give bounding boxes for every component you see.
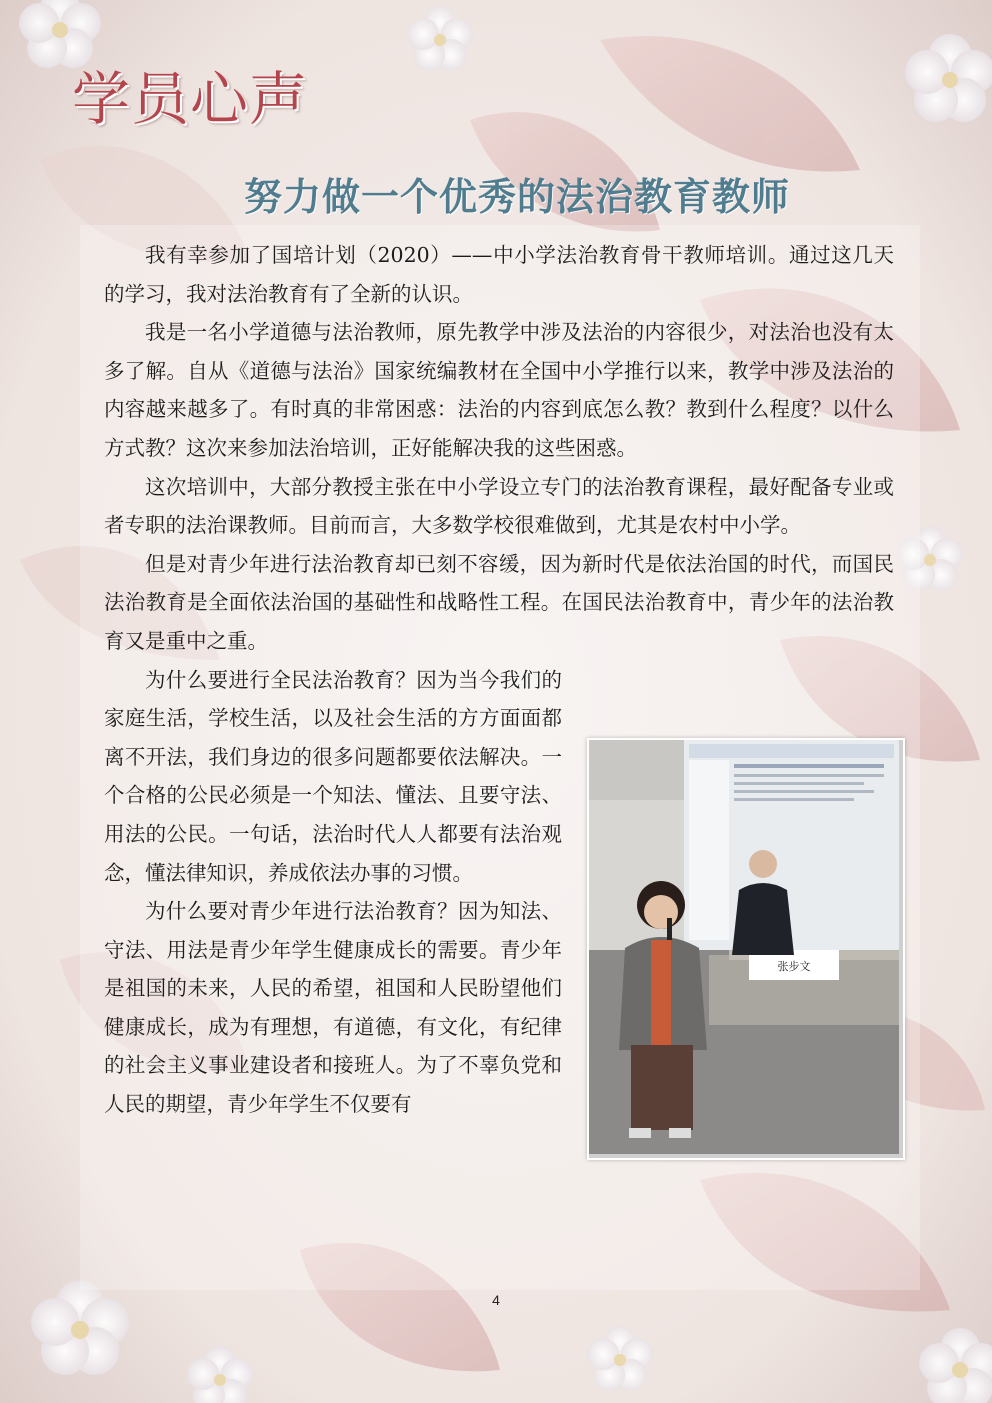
- photo-spacer: [562, 661, 894, 1086]
- section-title: 学员心声: [72, 65, 309, 133]
- paragraph: 为什么要对青少年进行法治教育？因为知法、守法、用法是青少年学生健康成长的需要。青少年是祖国的未来，人民的希望，祖国和人民盼望他们健康成长，成为有理想，有道德，有文化，有纪律的社会主义事业建设者和接班人。为了不辜负党和人民的期望，青少年学生不仅要有: [104, 899, 562, 1117]
- article-body: [104, 236, 894, 1124]
- paragraph: 我是一名小学道德与法治教师，原先教学中涉及法治的内容很少，对法治也没有太多了解。自从《道德与法治》国家统编教材在全国中小学推行以来，教学中涉及法治的内容越来越多了。有时真的非常困惑：法治的内容到底怎么教？教到什么程度？以什么方式教？这次来参加法治培训，正好能解决我的这些困惑。: [104, 320, 894, 460]
- nameplate-text: 张步文: [777, 960, 811, 973]
- paragraph: 但是对青少年进行法治教育却已刻不容缓，因为新时代是依法治国的时代，而国民法治教育是全面依法治国的基础性和战略性工程。在国民法治教育中，青少年的法治教育又是重中之重。: [104, 551, 894, 653]
- paragraph: 这次培训中，大部分教授主张在中小学设立专门的法治教育课程，最好配备专业或者专职的法治课教师。目前而言，大多数学校很难做到，尤其是农村中小学。: [104, 474, 894, 538]
- paragraph: 为什么要进行全民法治教育？因为当今我们的家庭生活，学校生活，以及社会生活的方方面面都离不开法，我们身边的很多问题都要依法解决。一个合格的公民必须是一个知法、懂法、且要守法、用法的公民。一句话，法治时代人人都要有法治观念，懂法律知识，养成依法办事的习惯。: [104, 667, 562, 885]
- page-number: 4: [492, 1292, 500, 1308]
- article-title: 努力做一个优秀的法治教育教师: [244, 175, 791, 219]
- paragraph: 我有幸参加了国培计划（2020）——中小学法治教育骨干教师培训。通过这几天的学习，我对法治教育有了全新的认识。: [104, 243, 894, 306]
